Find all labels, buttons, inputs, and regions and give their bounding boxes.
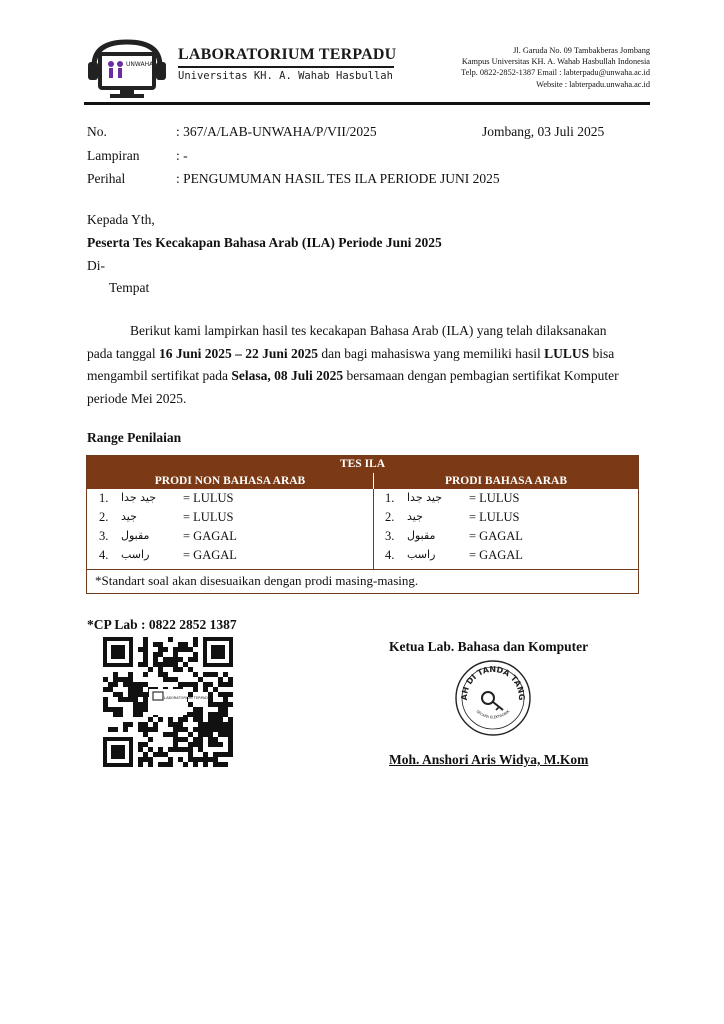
lampiran-value: : -	[176, 148, 188, 163]
key-icon	[482, 692, 503, 710]
svg-text:SECARA ELEKTRONIK	[476, 709, 511, 719]
table-row: 2. جيد = LULUS	[99, 510, 234, 524]
table-row: 1. جيد جدا = LULUS	[99, 491, 234, 505]
stamp-subtext: SECARA ELEKTRONIK	[475, 709, 511, 720]
table-row: 4. راسب = GAGAL	[385, 548, 523, 562]
table-row: 1. جيد جدا = LULUS	[385, 491, 520, 505]
table-note: *Standart soal akan disesuaikan dengan prodi masing-masing.	[95, 573, 419, 588]
contact-address: Jl. Garuda No. 09 Tambakberas Jombang	[513, 46, 650, 55]
body-line-2: pada tanggal 16 Juni 2025 – 22 Juni 2025 dan bagi mahasiswa yang memiliki hasil LULUS bisa	[87, 345, 615, 361]
body-paragraph	[87, 320, 657, 410]
header-rule	[84, 102, 650, 105]
table-row: 4. راسب = GAGAL	[99, 548, 237, 562]
lab-logo	[84, 38, 170, 100]
note-separator	[87, 569, 638, 570]
brand-subtitle: Universitas KH. A. Wahab Hasbullah	[178, 70, 393, 82]
body-line-3: mengambil sertifikat pada Selasa, 08 Juli 2025 bersamaan dengan pembagian sertifikat Komputer	[87, 368, 619, 383]
body-line-4: periode Mei 2025.	[87, 390, 187, 406]
no-label: No.	[87, 124, 107, 139]
contact-website: Website : labterpadu.unwaha.ac.id	[536, 79, 650, 89]
table-row: 2. جيد = LULUS	[385, 510, 520, 524]
qr-logo-text: LABORATORIUM TERPADU	[164, 696, 211, 700]
brand-title: LABORATORIUM TERPADU	[178, 46, 397, 63]
signature-role: Ketua Lab. Bahasa dan Komputer	[389, 639, 589, 654]
table-row: 3. مقبول = GAGAL	[385, 529, 523, 543]
column-divider	[373, 489, 374, 569]
qr-finder-tr	[203, 637, 233, 667]
body-line-1: Berikut kami lampirkan hasil tes kecakapan Bahasa Arab (ILA) yang telah dilaksanakan	[130, 323, 607, 338]
address-recipient: Peserta Tes Kecakapan Bahasa Arab (ILA) Periode Juni 2025	[87, 235, 442, 250]
signatory-name: Moh. Anshori Aris Widya, M.Kom	[389, 752, 589, 767]
stamp-text: AH DI TANDA TANG	[459, 664, 527, 701]
brand-underline	[178, 66, 394, 68]
letter-date: Jombang, 03 Juli 2025	[482, 124, 605, 139]
qr-finder-bl	[103, 737, 133, 767]
qr-finder-tl	[103, 637, 133, 667]
no-value: : 367/A/LAB-UNWAHA/P/VII/2025	[176, 124, 377, 139]
lampiran-label: Lampiran	[87, 148, 140, 163]
svg-text:TELAH DI TANDA TANGANI	[453, 658, 526, 701]
col-header-arab: PRODI BAHASA ARAB	[374, 473, 638, 489]
cp-lab: *CP Lab : 0822 2852 1387	[87, 617, 237, 632]
contact-block	[461, 45, 650, 90]
logo-text: UNWAHA	[126, 61, 154, 68]
address-greeting: Kepada Yth,	[87, 212, 155, 227]
range-heading: Range Penilaian	[87, 430, 182, 445]
contact-phone-email: Telp. 0822-2852-1387 Email : labterpadu@unwaha.ac.id	[461, 68, 650, 78]
contact-campus: Kampus Universitas KH. A. Wahab Hasbullah Indonesia	[461, 57, 650, 67]
col-header-non-arab: PRODI NON BAHASA ARAB	[87, 473, 373, 489]
electronic-stamp	[453, 658, 533, 738]
address-tempat: Tempat	[109, 280, 150, 295]
perihal-label: Perihal	[87, 171, 126, 186]
ila-table	[86, 455, 639, 594]
address-di: Di-	[87, 258, 105, 273]
table-title: TES ILA	[87, 456, 638, 473]
table-row: 3. مقبول = GAGAL	[99, 529, 237, 543]
qr-code	[103, 637, 233, 767]
perihal-value: : PENGUMUMAN HASIL TES ILA PERIODE JUNI 2025	[176, 171, 500, 186]
